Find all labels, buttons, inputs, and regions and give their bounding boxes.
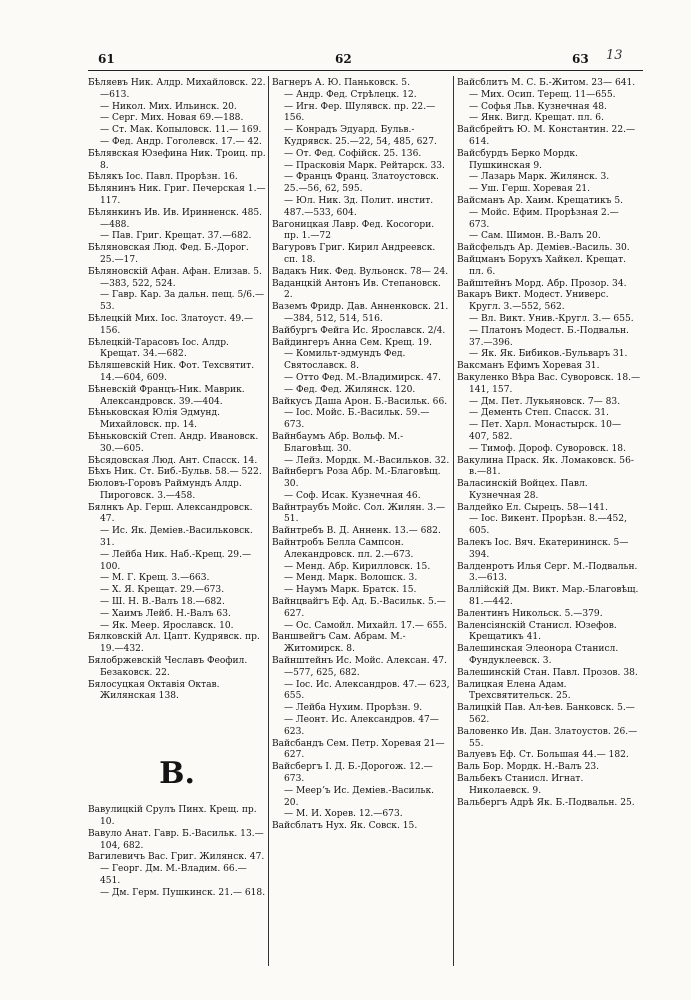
directory-entry: — Платонъ Модест. Б.-Подвальн. 37.—396. — [469, 325, 629, 348]
directory-entry: Бялосуцкая Октавія Октав. Жилянская 138. — [88, 679, 220, 702]
directory-entry: — Сам. Шимон. В.-Валъ 20. — [469, 231, 601, 242]
column-divider — [453, 76, 454, 966]
directory-entry: — Наумъ Марк. Братск. 15. — [284, 585, 417, 596]
directory-entry: Валовенко Ив. Дан. Златоустов. 26.—55. — [457, 726, 638, 749]
directory-entry: — Лейз. Мордк. М.-Васильков. 32. — [284, 455, 450, 466]
directory-entry: Вайнтробъ Белла Сампсон. Алекандровск. пл. 2.—673. — [272, 538, 414, 560]
directory-entry: — Дементь Степ. Спасск. 31. — [469, 408, 609, 419]
page-header — [0, 48, 691, 72]
directory-entry: — М. Г. Крещ. 3.—663. — [100, 573, 210, 584]
directory-entry: Валь Бор. Мордк. Н.-Валъ 23. — [457, 762, 600, 773]
directory-entry: Вайсфельдъ Ар. Деміев.-Василь. 30. — [457, 243, 630, 254]
directory-entry: — Леонт. Ис. Александров. 47— 623. — [284, 715, 439, 737]
directory-entry: — Лейба Ник. Наб.-Крещ. 29.— 100. — [100, 549, 252, 572]
directory-entry: — Софья Льв. Кузнечная 48. — [469, 101, 607, 112]
page-number-right: 63 — [572, 52, 589, 66]
directory-entry: Валентинъ Никольск. 5.—379. — [457, 608, 603, 619]
directory-entry: Вагуровъ Григ. Кирил Андреевск. сп. 18. — [272, 243, 436, 265]
directory-entry: Вайсманъ Ар. Хаим. Крещатикъ 5. — [457, 195, 624, 206]
directory-entry: — Іос. Мойс. Б.-Васильк. 59.— 673. — [284, 408, 430, 431]
directory-entry: — Соф. Исак. Кузнечная 46. — [284, 490, 421, 501]
header-rule — [88, 70, 643, 71]
directory-entry: Валдейко Ел. Сырецъ. 58—141. — [457, 502, 608, 513]
directory-entry: — Хаимъ Лейб. Н.-Валъ 63. — [100, 608, 231, 619]
directory-entry: Бѣньковскій Степ. Андр. Ивановск. 30.—605. — [88, 431, 259, 454]
directory-entry: — Фед. Фед. Жилянск. 120. — [284, 384, 416, 395]
directory-entry: Валицкій Пав. Ал-ѣев. Банковск. 5.—562. — [457, 703, 635, 726]
directory-entry: Вакаръ Викт. Модест. Универс. Кругл. 3.—552, 562. — [457, 290, 609, 313]
directory-entry: — Дм. Герм. Пушкинск. 21.— 618. — [100, 887, 266, 898]
directory-entry: — Серг. Мих. Новая 69.—188. — [100, 113, 244, 124]
directory-entry: Валденротъ Илья Серг. М.-Подвальн. 3.—613. — [457, 561, 638, 584]
directory-entry: Вайцманъ Борухъ Хайкел. Крещат. пл. 6. — [457, 254, 626, 277]
directory-column-1 — [88, 78, 266, 900]
directory-column-3 — [457, 78, 641, 809]
directory-entry: Вайсблитъ М. С. Б.-Житом. 23— 641. — [457, 78, 636, 88]
directory-entry: Вагоницкая Лавр. Фед. Косогори. пр. 1.—72 — [272, 219, 435, 242]
directory-entry: Валицкая Елена Адам. Трехсвятительск. 25. — [457, 679, 571, 702]
directory-entry: Вакулина Праск. Як. Ломаковск. 56-в.—81. — [457, 455, 634, 478]
directory-entry: Вайсбандъ Сем. Петр. Хоревая 21—627. — [272, 738, 445, 761]
directory-entry: Вайсбрейтъ Ю. М. Константин. 22.—614. — [457, 125, 636, 147]
directory-entry: — Менд. Абр. Кирилловск. 15. — [284, 561, 431, 572]
directory-entry: Валуевъ Еф. Ст. Большая 44.— 182. — [457, 750, 629, 761]
directory-entry: — Як. Як. Бибиков.-Бульваръ 31. — [469, 349, 628, 360]
directory-entry: — Вл. Викт. Унив.-Кругл. 3.— 655. — [469, 313, 634, 324]
directory-entry: Валешинскій Стан. Павл. Прозов. 38. — [457, 667, 638, 678]
directory-entry: Вальбекъ Станисл. Игнат. Николаевск. 9. — [457, 774, 584, 796]
directory-entry: — Х. Я. Крещат. 29.—673. — [100, 585, 225, 596]
directory-entry: — Уш. Герш. Хоревая 21. — [469, 184, 591, 195]
directory-entry: — Андр. Фед. Стрѣлецк. 12. — [284, 89, 417, 100]
directory-column-2 — [272, 78, 450, 833]
directory-entry: Вавулицкій Срулъ Пинх. Крещ. пр. 10. — [88, 805, 257, 828]
directory-entry: — Гавр. Кар. За дальн. пещ. 5/6.—53. — [100, 290, 265, 313]
directory-entry: Бѣлянкинъ Ив. Ив. Иринненск. 485.—488. — [88, 207, 263, 230]
directory-entry: — Дм. Пет. Лукьяновск. 7— 83. — [469, 396, 621, 407]
directory-entry: Ваданцкій Антонъ Ив. Степановск. 2. — [272, 278, 441, 301]
directory-entry: — Тимоф. Дороф. Суворовск. 18. — [469, 443, 626, 454]
directory-entry: Ваксманъ Ефимъ Хоревая 31. — [457, 361, 600, 372]
directory-entry: Вайбургъ Фейга Ис. Ярославск. 2/4. — [272, 325, 446, 336]
section-letter: В. — [159, 756, 195, 792]
directory-entry: — Комильт-эдмундъ Фед. Святославск. 8. — [284, 349, 406, 372]
directory-entry: — Янк. Вигд. Крещат. пл. 6. — [469, 113, 604, 124]
directory-entry: Вальбергъ Адрѣ Як. Б.-Подвальн. 25. — [457, 797, 635, 808]
directory-entry: — Ос. Самойл. Михайл. 17.— 655. — [284, 620, 448, 631]
directory-entry: — Пет. Харл. Монастырск. 10— 407, 582. — [469, 420, 622, 442]
directory-entry: Бялобржевскій Чеславъ Феофил. Безаковск. 22. — [88, 656, 248, 678]
directory-entry: Валасинскій Войцех. Павл. Кузнечная 28. — [457, 479, 588, 501]
directory-entry: — Ис. Як. Деміев.-Васильковск. 31. — [100, 526, 253, 549]
directory-entry: — Фед. Андр. Гоголевск. 17.— 42. — [100, 136, 262, 147]
directory-entry: Вайнбаумъ Абр. Вольф. М.-Благовѣщ. 30. — [272, 431, 404, 454]
directory-entry: Бѣньковская Юлія Эдмунд. Михайловск. пр. 14. — [88, 408, 220, 431]
directory-entry: Валекъ Іос. Вяч. Екатерининск. 5—394. — [457, 538, 629, 560]
directory-entry: Вайкусъ Даша Арон. Б.-Васильк. 66. — [272, 396, 448, 407]
directory-entry: — Менд. Марк. Волошск. 3. — [284, 573, 418, 584]
directory-entry: Вайштейнъ Морд. Абр. Прозор. 34. — [457, 278, 627, 289]
directory-entry: — Прасковія Марк. Рейтарск. 33. — [284, 160, 445, 171]
directory-entry: Бѣляевъ Ник. Алдр. Михайловск. 22.—613. — [88, 78, 266, 100]
directory-entry: Вавуло Анат. Гавр. Б.-Васильк. 13.—104, 682. — [88, 828, 264, 851]
directory-entry: Бѣлянинъ Ник. Григ. Печерская 1.—117. — [88, 184, 266, 206]
directory-entry: Вайнтребъ В. Д. Анненк. 13.— 682. — [272, 526, 441, 537]
directory-entry: Бѣляшевскій Ник. Фот. Техсвятит. 14.—604, 609. — [88, 361, 255, 383]
directory-entry: — Георг. Дм. М.-Владим. 66.— 451. — [100, 864, 247, 887]
directory-entry: Бѣлецкій-Тарасовъ Іос. Алдр. Крещат. 34.—682. — [88, 337, 229, 360]
directory-entry: — Игн. Фер. Шулявск. пр. 22.— 156. — [284, 101, 436, 124]
directory-entry: Бѣневскій Францъ-Ник. Маврик. Александровск. 39.—404. — [88, 384, 245, 407]
directory-entry: Бѣсядовская Люд. Ант. Спасск. 14. — [88, 455, 258, 466]
directory-entry: Вакуленко Вѣра Вас. Суворовск. 18.—141, 157. — [457, 372, 641, 395]
directory-entry: Бюловъ-Горовъ Раймундъ Алдр. Пироговск. 3.—458. — [88, 479, 242, 501]
directory-entry: — М. И. Хорев. 12.—673. — [284, 809, 403, 820]
directory-entry: — Францъ Франц. Златоустовск. 25.—56, 62, 595. — [284, 172, 439, 195]
directory-entry: — Конрадъ Эдуард. Бульв.-Кудрявск. 25.—22, 54, 485, 627. — [284, 125, 437, 147]
directory-entry: — Отто Фед. М.-Владимирск. 47. — [284, 372, 441, 383]
page-number-center: 62 — [335, 52, 352, 66]
directory-entry: — Лейба Нухим. Прорѣзн. 9. — [284, 703, 423, 714]
directory-entry: — Никол. Мих. Ильинск. 20. — [100, 101, 237, 112]
directory-entry: — От. Фед. Софійск. 25. 136. — [284, 148, 422, 159]
directory-entry: Бѣлякъ Іос. Павл. Прорѣзн. 16. — [88, 172, 238, 183]
directory-entry: — Лазарь Марк. Жилянск. 3. — [469, 172, 610, 183]
directory-entry: Вайнштейнъ Ис. Мойс. Алексан. 47.—577, 625, 682. — [272, 656, 447, 678]
directory-entry: — Як. Меер. Ярославск. 10. — [100, 620, 234, 631]
directory-entry: — Іос. Викент. Прорѣзн. 8.—452, 605. — [469, 514, 627, 537]
directory-entry: — Ш. Н. В.-Валъ 18.—682. — [100, 597, 225, 608]
directory-entry: Ваншвейгъ Сам. Абрам. М.-Житомирск. 8. — [272, 632, 406, 655]
directory-entry: Бѣляновскій Афан. Афан. Елизав. 5.—383, 522, 524. — [88, 266, 262, 289]
directory-entry: — Меерʼъ Ис. Деміев.-Васильк. 20. — [284, 785, 435, 808]
directory-entry: Вайдингеръ Анна Сем. Крещ. 19. — [272, 337, 432, 348]
directory-entry: Вадакъ Ник. Фед. Вульонск. 78— 24. — [272, 266, 449, 277]
directory-entry: Вайсбергъ І. Д. Б.-Дорогож. 12.— 673. — [272, 762, 433, 785]
directory-entry: Валешинская Элеонора Станисл. Фундуклеевск. 3. — [457, 644, 619, 667]
directory-entry: Вагнеръ А. Ю. Паньковск. 5. — [272, 78, 410, 88]
directory-entry: — Ст. Мак. Копыловск. 11.— 169. — [100, 125, 262, 136]
directory-entry: Вайнбергъ Роза Абр. М.-Благовѣщ. 30. — [272, 467, 441, 490]
directory-entry: Бѣлецкій Мих. Іос. Златоуст. 49.—156. — [88, 313, 254, 336]
directory-entry: — Мойс. Ефим. Прорѣзная 2.— 673. — [469, 207, 619, 230]
directory-entry: — Мих. Осип. Терещ. 11—655. — [469, 89, 616, 100]
directory-entry: Бѣхъ Ник. Ст. Биб.-Бульв. 58.— 522. — [88, 467, 262, 478]
directory-entry: Бѣлявская Юзефина Ник. Троиц. пр. 8. — [88, 148, 266, 171]
directory-entry: Бялнкъ Ар. Герш. Александровск. 47. — [88, 502, 253, 525]
directory-entry: Вагилевичъ Вас. Григ. Жилянск. 47. — [88, 852, 265, 863]
handwritten-note: 13 — [606, 48, 623, 63]
directory-entry: Вайсблатъ Нух. Як. Совск. 15. — [272, 821, 418, 832]
directory-entry: Ваземъ Фридр. Дав. Анненковск. 21.—384, 512, 514, 516. — [272, 302, 449, 324]
directory-entry: Вайнтраубъ Мойс. Сол. Жилян. 3.—51. — [272, 502, 446, 525]
directory-entry: — Юл. Ник. Зд. Полит. инстит. 487.—533, 604. — [284, 195, 434, 218]
directory-entry: Бялковскій Ал. Цапт. Кудрявск. пр. 19.—432. — [88, 632, 260, 655]
page-number-left: 61 — [98, 52, 115, 66]
directory-entry: — Іос. Ис. Александров. 47.— 623, 655. — [284, 679, 450, 702]
directory-entry: Валенсіянскій Станисл. Юзефов. Крещатикъ 41. — [457, 620, 617, 643]
directory-entry: Валлійскій Дм. Викт. Мар.-Благовѣщ. 81.—442. — [457, 585, 639, 608]
directory-entry: Вайнцвайгъ Еф. Ад. Б.-Васильк. 5.—627. — [272, 597, 446, 619]
directory-entry: Бѣляновская Люд. Фед. Б.-Дорог. 25.—17. — [88, 243, 249, 265]
directory-entry: Вайсбурдъ Берко Мордк. Пушкинская 9. — [457, 148, 578, 171]
directory-entry: — Пав. Григ. Крещат. 37.—682. — [100, 231, 252, 242]
column-divider — [268, 76, 269, 966]
